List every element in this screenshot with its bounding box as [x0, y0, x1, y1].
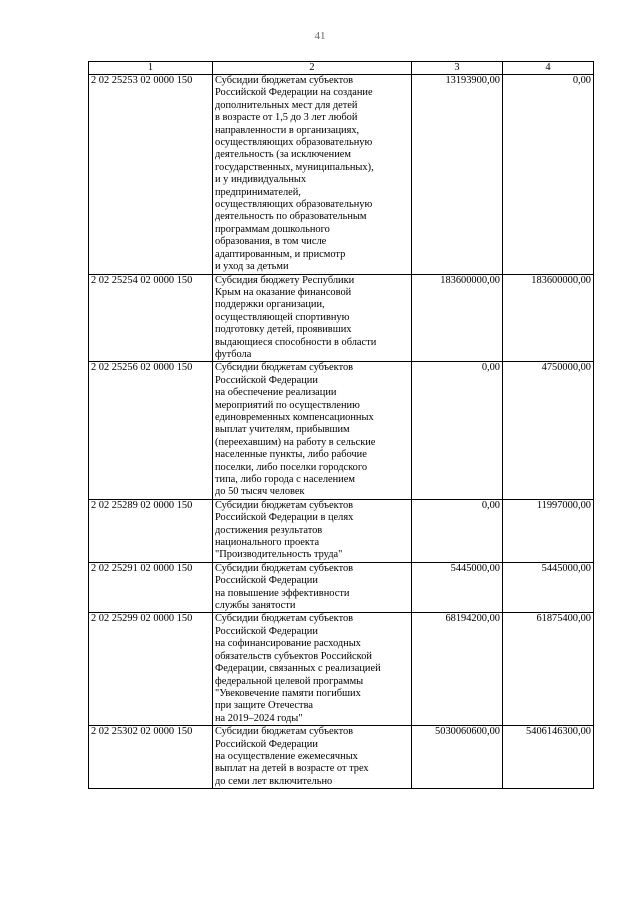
table-row: [89, 75, 594, 275]
table-row: [89, 499, 594, 562]
amount-col3: 68194200,00: [412, 613, 503, 726]
table-row: [89, 613, 594, 726]
amount-col4: 61875400,00: [503, 613, 594, 726]
table-row: [89, 362, 594, 499]
income-code: 2 02 25289 02 0000 150: [89, 499, 213, 562]
income-code: 2 02 25256 02 0000 150: [89, 362, 213, 499]
page-number: 41: [314, 30, 326, 42]
column-header-2: 2: [213, 62, 412, 75]
income-code: 2 02 25254 02 0000 150: [89, 274, 213, 362]
income-description: Субсидии бюджетам субъектов Российской Федерации на обеспечение реализации мероприятий по осуществлению единовременных компенсационных выплат учителям, прибывшим (переехавшим) на работу в сельские населенные пункты, либо рабочие поселки, либо поселки городского типа, либо города с населением до 50 тысяч человек: [213, 362, 412, 499]
amount-col4: 11997000,00: [503, 499, 594, 562]
income-description: Субсидия бюджету Республики Крым на оказание финансовой поддержки организации, осуществляющей спортивную подготовку детей, проявивших выдающиеся способности в области футбола: [213, 274, 412, 362]
table-row: [89, 562, 594, 613]
column-header-3: 3: [412, 62, 503, 75]
income-code: 2 02 25302 02 0000 150: [89, 726, 213, 789]
amount-col4: 0,00: [503, 75, 594, 275]
income-description: Субсидии бюджетам субъектов Российской Федерации на софинансирование расходных обязательств субъектов Российской Федерации, связанных с реализацией федеральной целевой программы "Увековечение памяти погибших при защите Отечества на 2019–2024 годы": [213, 613, 412, 726]
income-code: 2 02 25253 02 0000 150: [89, 75, 213, 275]
income-description: Субсидии бюджетам субъектов Российской Федерации в целях достижения результатов национального проекта "Производительность труда": [213, 499, 412, 562]
column-header-4: 4: [503, 62, 594, 75]
amount-col4: 5406146300,00: [503, 726, 594, 789]
amount-col3: 5445000,00: [412, 562, 503, 613]
table-header-row: [89, 62, 594, 75]
budget-table: [88, 61, 594, 789]
income-code: 2 02 25291 02 0000 150: [89, 562, 213, 613]
table-row: [89, 726, 594, 789]
amount-col3: 183600000,00: [412, 274, 503, 362]
amount-col4: 183600000,00: [503, 274, 594, 362]
income-code: 2 02 25299 02 0000 150: [89, 613, 213, 726]
income-description: Субсидии бюджетам субъектов Российской Федерации на создание дополнительных мест для детей в возрасте от 1,5 до 3 лет любой направленности в организациях, осуществляющих образовательную деятельность (за исключением государственных, муниципальных), и у индивидуальных предпринимателей, осуществляющих образовательную деятельность по образовательным программам дошкольного образования, в том числе адаптированным, и присмотр и уход за детьми: [213, 75, 412, 275]
amount-col3: 5030060600,00: [412, 726, 503, 789]
amount-col3: 0,00: [412, 362, 503, 499]
amount-col3: 13193900,00: [412, 75, 503, 275]
column-header-1: 1: [89, 62, 213, 75]
amount-col4: 4750000,00: [503, 362, 594, 499]
amount-col4: 5445000,00: [503, 562, 594, 613]
amount-col3: 0,00: [412, 499, 503, 562]
income-description: Субсидии бюджетам субъектов Российской Федерации на осуществление ежемесячных выплат на детей в возрасте от трех до семи лет включительно: [213, 726, 412, 789]
income-description: Субсидии бюджетам субъектов Российской Федерации на повышение эффективности службы занятости: [213, 562, 412, 613]
table-row: [89, 274, 594, 362]
